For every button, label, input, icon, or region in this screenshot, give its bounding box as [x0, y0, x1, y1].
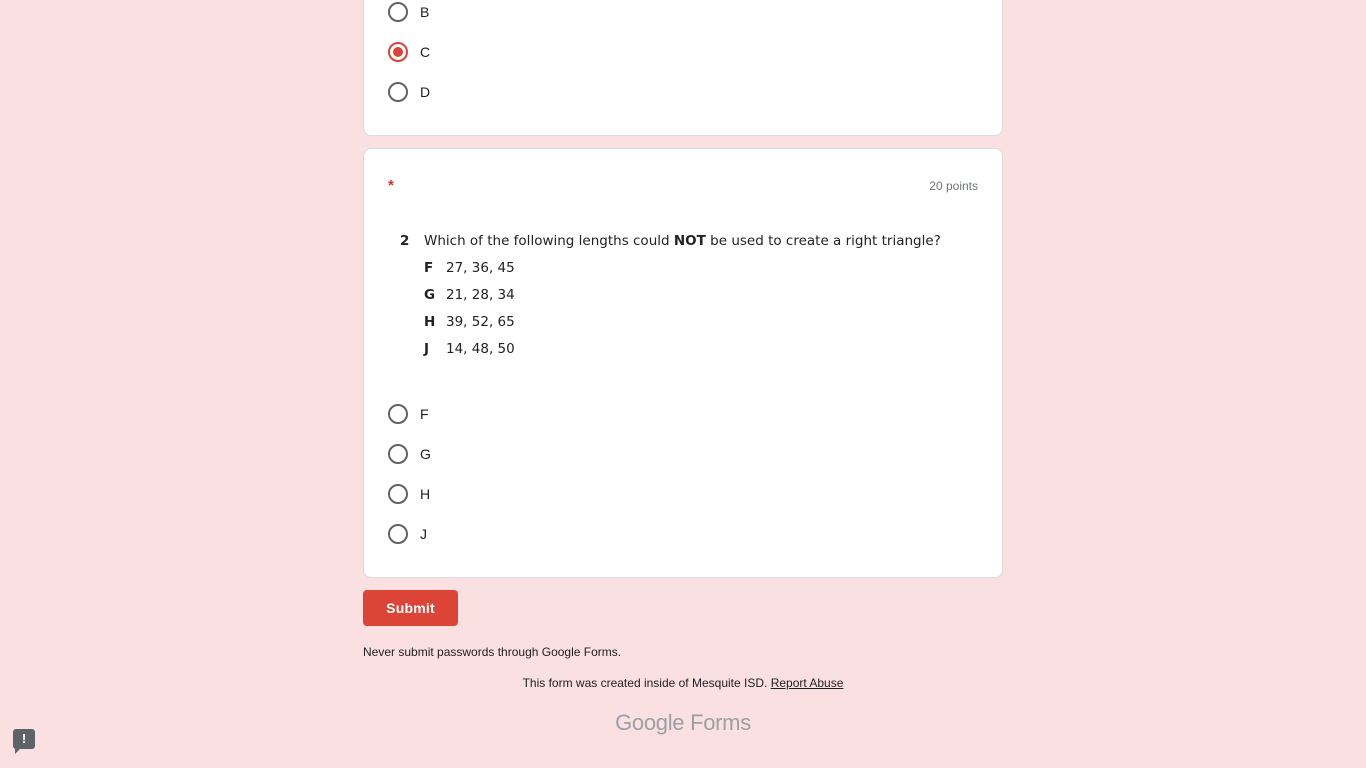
radio-button[interactable] — [388, 82, 408, 102]
radio-button[interactable] — [388, 524, 408, 544]
radio-button[interactable] — [388, 444, 408, 464]
radio-button[interactable] — [388, 484, 408, 504]
radio-button[interactable] — [388, 2, 408, 22]
question-card-1 — [363, 0, 1003, 136]
feedback-icon[interactable]: ! — [13, 729, 35, 749]
option-b[interactable] — [388, 0, 429, 24]
footer-created-text: This form was created inside of Mesquite ISD. — [522, 676, 768, 690]
option-h[interactable] — [388, 482, 430, 506]
option-g[interactable] — [388, 442, 431, 466]
option-label: G — [420, 446, 431, 462]
option-j[interactable] — [388, 522, 427, 546]
option-f[interactable] — [388, 402, 429, 426]
choice-row: F 27, 36, 45 — [424, 259, 515, 276]
question-text: Which of the following lengths could NOT be used to create a right triangle? — [424, 233, 941, 249]
option-c[interactable] — [388, 40, 430, 64]
password-warning: Never submit passwords through Google Forms. — [363, 645, 622, 659]
choice-row: J 14, 48, 50 — [424, 340, 515, 357]
option-label: H — [420, 486, 431, 502]
points-label: 20 points — [929, 179, 978, 193]
option-label: D — [420, 84, 431, 100]
option-label: J — [420, 526, 427, 542]
option-label: F — [420, 406, 429, 422]
google-forms-logo[interactable]: Google Forms — [615, 710, 751, 735]
option-label: C — [420, 44, 431, 60]
option-label: B — [420, 4, 430, 20]
question-card-2 — [363, 148, 1003, 578]
option-d[interactable] — [388, 80, 430, 104]
question-number: 2 — [400, 233, 410, 249]
choice-row: G 21, 28, 34 — [424, 286, 515, 303]
footer-created-by — [363, 676, 1003, 690]
question-image — [400, 233, 941, 357]
report-abuse-link[interactable]: Report Abuse — [770, 676, 844, 690]
radio-button-selected[interactable] — [388, 42, 408, 62]
required-marker: * — [388, 177, 394, 194]
choice-row: H 39, 52, 65 — [424, 313, 515, 330]
submit-button[interactable]: Submit — [363, 590, 458, 626]
radio-button[interactable] — [388, 404, 408, 424]
